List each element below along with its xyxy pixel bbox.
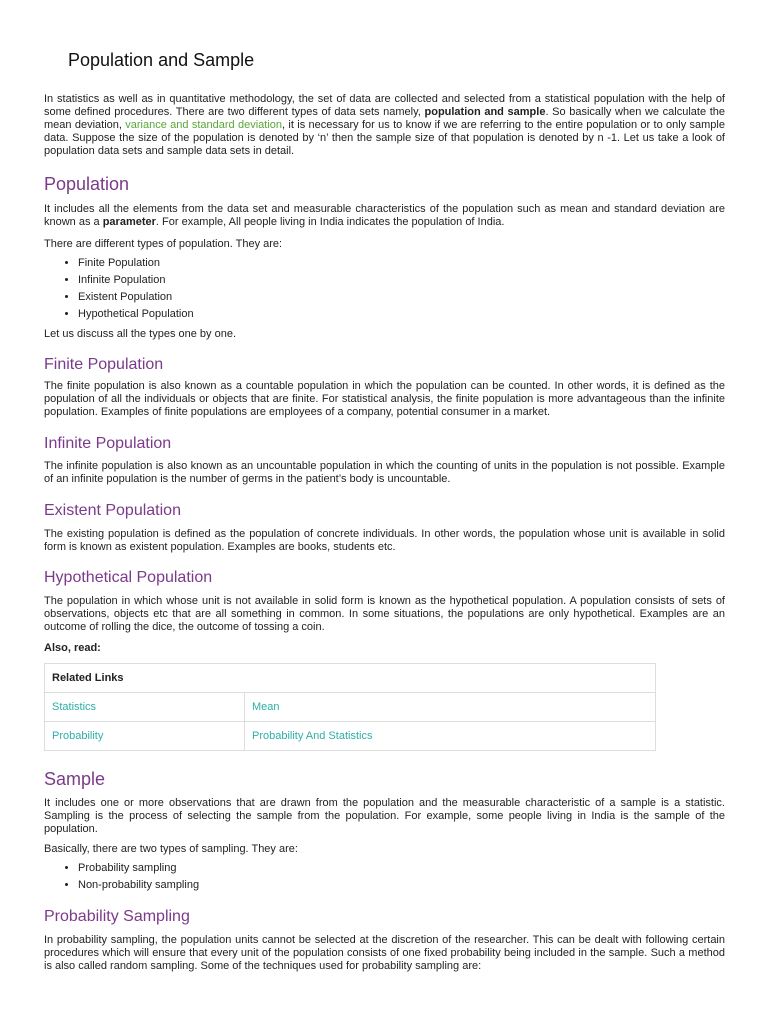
related-links-header: Related Links — [45, 664, 656, 693]
also-read-label: Also, read: — [44, 642, 101, 654]
list-item: • Existent Population — [78, 289, 725, 306]
heading-sample: Sample — [44, 769, 106, 789]
heading-finite-population: Finite Population — [44, 356, 164, 373]
discuss-paragraph: Let us discuss all the types one by one. — [44, 328, 237, 340]
heading-hypothetical-population: Hypothetical Population — [44, 569, 213, 586]
sampling-types-intro: Basically, there are two types of sampling. They are: — [44, 843, 298, 855]
population-paragraph: It includes all the elements from the data set and measurable characteristics of the population such as mean and standard deviation are known as a parameter. For example, All people living in India indicates the population of India. — [44, 203, 725, 228]
sampling-types-list — [44, 860, 725, 894]
sample-paragraph: It includes one or more observations that are drawn from the population and the measurable characteristic of a sample is a statistic. Sampling is the process of selecting the sample from the population. For example, some people living in India is the sample of the population. — [44, 797, 725, 835]
probability-sampling-paragraph: In probability sampling, the population units cannot be selected at the discretion of the researcher. This can be dealt with following certain procedures which will ensure that every unit of the population consists of one fixed probability being included in the sample. Such a method is also called random sampling. Some of the techniques used for probability sampling are: — [44, 934, 725, 972]
table-cell — [245, 722, 656, 751]
table-row — [45, 722, 656, 751]
page-title: Population and Sample — [68, 50, 255, 70]
list-item: • Infinite Population — [78, 272, 725, 289]
heading-population: Population — [44, 174, 130, 194]
hypothetical-paragraph: The population in which whose unit is not available in solid form is known as the hypothetical population. A population consists of sets of observations, objects etc that are all something in common. In some situations, the populations are only hypothetical. Examples are an outcome of rolling the dice, the outcome of tossing a coin. — [44, 595, 725, 633]
intro-paragraph: In statistics as well as in quantitative methodology, the set of data are collected and selected from a statistical population with the help of some defined procedures. There are two different types of data sets namely, population and sample. So basically when we calculate the mean deviation, variance and standard deviation, it is necessary for us to know if we are referring to the entire population or to only sample data. Suppose the size of the population is denoted by ‘n’ then the sample size of that population is denoted by n -1. Let us take a look of population data sets and sample data sets in detail. — [44, 93, 725, 157]
variance-link[interactable]: variance and standard deviation — [125, 119, 283, 131]
heading-infinite-population: Infinite Population — [44, 435, 172, 452]
heading-existent-population: Existent Population — [44, 502, 181, 519]
population-types-intro: There are different types of population. They are: — [44, 238, 283, 250]
mean-link[interactable]: Mean — [252, 701, 280, 713]
statistics-link[interactable]: Statistics — [52, 701, 97, 713]
probability-and-statistics-link[interactable]: Probability And Statistics — [252, 730, 373, 742]
table-row — [45, 693, 656, 722]
table-row — [45, 664, 656, 693]
heading-probability-sampling: Probability Sampling — [44, 908, 190, 925]
table-cell — [45, 693, 245, 722]
probability-link[interactable]: Probability — [52, 730, 104, 742]
finite-paragraph: The finite population is also known as a countable population in which the population can be counted. In other words, it is defined as the population of all the individuals or objects that are finite. For statistical analysis, the finite population is more advantageous than the infinite population. Examples of finite populations are employees of a company, potential consumer in a market. — [44, 380, 725, 418]
related-links-table — [44, 663, 656, 751]
list-item: • Hypothetical Population — [78, 306, 725, 323]
list-item: • Non-probability sampling — [78, 877, 725, 894]
table-cell — [245, 693, 656, 722]
population-types-list — [44, 255, 725, 323]
list-item: • Probability sampling — [78, 860, 725, 877]
table-cell — [45, 722, 245, 751]
infinite-paragraph: The infinite population is also known as an uncountable population in which the counting of units in the population is not possible. Example of an infinite population is the number of germs in the patient’s body is uncountable. — [44, 460, 725, 485]
list-item: • Finite Population — [78, 255, 725, 272]
existent-paragraph: The existing population is defined as the population of concrete individuals. In other words, the population whose unit is available in solid form is known as existent population. Examples are books, students etc. — [44, 528, 725, 553]
